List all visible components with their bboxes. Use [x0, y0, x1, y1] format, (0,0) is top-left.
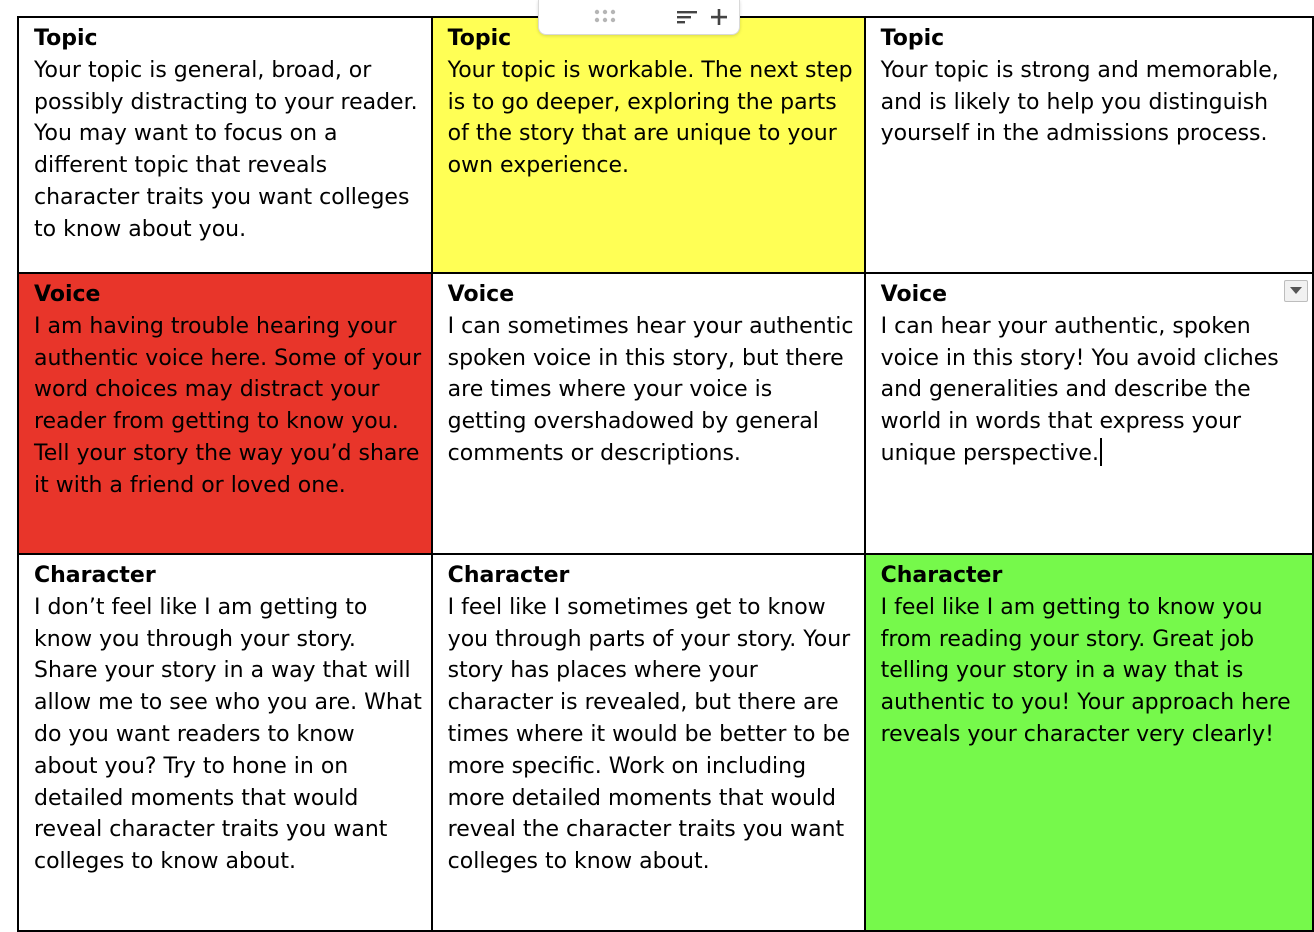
sort-lines-icon[interactable] — [675, 6, 699, 28]
plus-icon[interactable] — [707, 5, 731, 29]
cell-body: I can sometimes hear your authentic spoken voice in this story, but there are times where your voice is getting overshadowed by general comments or descriptions. — [447, 313, 854, 466]
cell-heading: Character — [880, 563, 1003, 588]
table-toolbar — [538, 0, 740, 35]
cell-body — [881, 311, 1306, 470]
cell-heading: Topic — [880, 26, 945, 51]
cell-heading: Topic — [447, 26, 512, 51]
rubric-table — [17, 16, 1314, 932]
topic-cell-developing[interactable] — [432, 17, 865, 273]
table-row-voice — [18, 273, 1313, 554]
cell-body: Your topic is strong and memorable, and is likely to help you distinguish yourself in the admissions process. — [880, 57, 1279, 147]
cell-body-text: I can hear your authentic, spoken voice in this story! You avoid cliches and generalities and describe the world in words that express your unique perspective. — [880, 313, 1279, 466]
table-row-topic — [18, 17, 1313, 273]
topic-cell-needs-work[interactable] — [18, 17, 432, 273]
topic-cell-strong[interactable] — [865, 17, 1313, 273]
cell-body: I am having trouble hearing your authentic voice here. Some of your word choices may distract your reader from getting to know you. Tell your story the way you’d share it with a friend or loved one. — [34, 313, 422, 498]
cell-heading: Voice — [447, 282, 515, 307]
voice-cell-needs-work[interactable] — [18, 273, 432, 554]
cell-heading: Voice — [880, 282, 948, 307]
character-cell-strong[interactable] — [865, 554, 1313, 931]
cell-heading: Character — [447, 563, 570, 588]
cell-body: I don’t feel like I am getting to know you through your story. Share your story in a way that will allow me to see who you are. What do you want readers to know about you? Try to hone in on detailed moments that would reveal character traits you want colleges to know about. — [34, 594, 422, 875]
character-cell-needs-work[interactable] — [18, 554, 432, 931]
table-row-character — [18, 554, 1313, 931]
chevron-down-icon[interactable] — [1284, 280, 1308, 302]
cell-body: Your topic is general, broad, or possibly distracting to your reader. You may want to focus on a different topic that reveals character traits you want colleges to know about you. — [34, 57, 418, 242]
cell-heading: Voice — [34, 282, 101, 307]
cell-body: Your topic is workable. The next step is to go deeper, exploring the parts of the story that are unique to your own experience. — [447, 57, 853, 179]
voice-cell-developing[interactable] — [432, 273, 865, 554]
voice-cell-strong[interactable] — [865, 273, 1313, 554]
drag-handle-icon[interactable] — [594, 8, 620, 26]
cell-heading: Character — [34, 563, 156, 588]
cell-body: I feel like I sometimes get to know you through parts of your story. Your story has places where your character is revealed, but there are times where it would be better to be more specific. Work on including more detailed moments that would reveal the character traits you want colleges to know about. — [447, 594, 851, 875]
cell-body: I feel like I am getting to know you from reading your story. Great job telling your story in a way that is authentic to you! Your approach here reveals your character very clearly! — [880, 594, 1291, 747]
character-cell-developing[interactable] — [432, 554, 865, 931]
cell-heading: Topic — [34, 26, 98, 51]
text-cursor — [1100, 438, 1102, 466]
